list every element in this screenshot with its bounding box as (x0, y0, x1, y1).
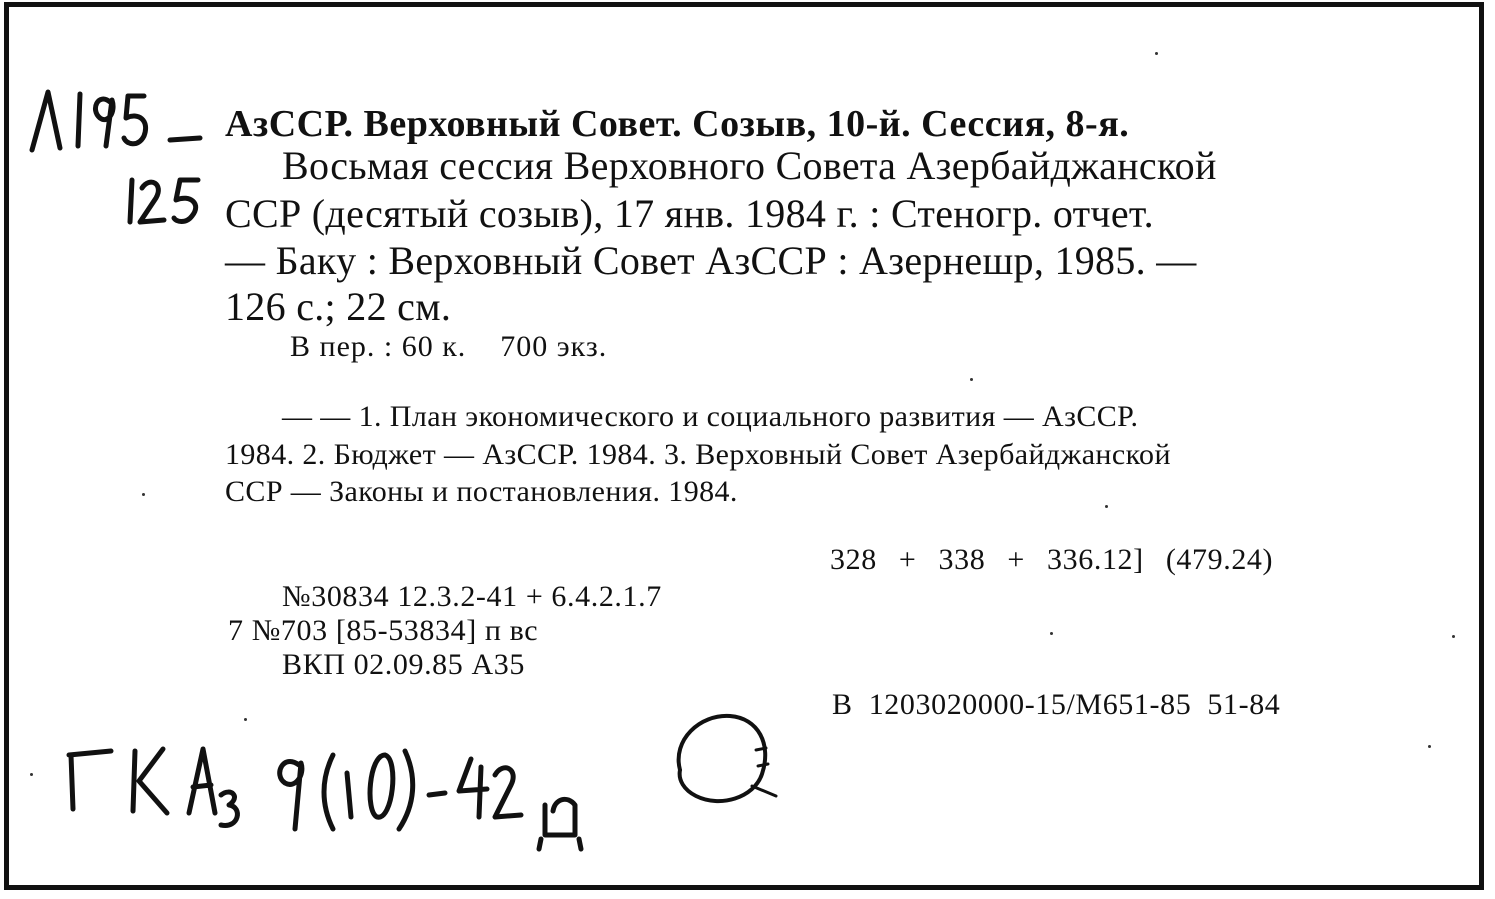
handwritten-shelfmark-bottom (55, 725, 615, 855)
tech-line-1: №30834 12.3.2-41 + 6.4.2.1.7 (282, 580, 662, 613)
handwritten-shelfmark-top (20, 80, 220, 240)
subject-line-1: — — 1. План экономического и социального развития — АзССР. (282, 400, 1139, 433)
body-line-1: Восьмая сессия Верховного Совета Азербайджанской (282, 143, 1217, 188)
body-line-2: ССР (десятый созыв), 17 янв. 1984 г. : Стеногр. отчет. (225, 191, 1154, 236)
card-heading: АзССР. Верховный Совет. Созыв, 10-й. Сессия, 8-я. (225, 103, 1130, 145)
subject-line-2: 1984. 2. Бюджет — АзССР. 1984. 3. Верховный Совет Азербайджанской (225, 438, 1171, 471)
classification-code: 328 + 338 + 336.12] (479.24) (830, 543, 1274, 576)
subject-line-3: ССР — Законы и постановления. 1984. (225, 475, 738, 508)
stamp-circle (660, 700, 790, 830)
tech-line-3: ВКП 02.09.85 А35 (282, 648, 525, 681)
tech-line-2: 7 №703 [85-53834] п вс (228, 614, 539, 647)
body-line-3: — Баку : Верховный Совет АзССР : Азернешр, 1985. — (225, 238, 1197, 283)
body-line-4: 126 с.; 22 см. (225, 284, 452, 329)
bottom-code: В 1203020000-15/М651-85 51-84 (832, 688, 1281, 721)
price-line: В пер. : 60 к. 700 экз. (290, 330, 608, 363)
